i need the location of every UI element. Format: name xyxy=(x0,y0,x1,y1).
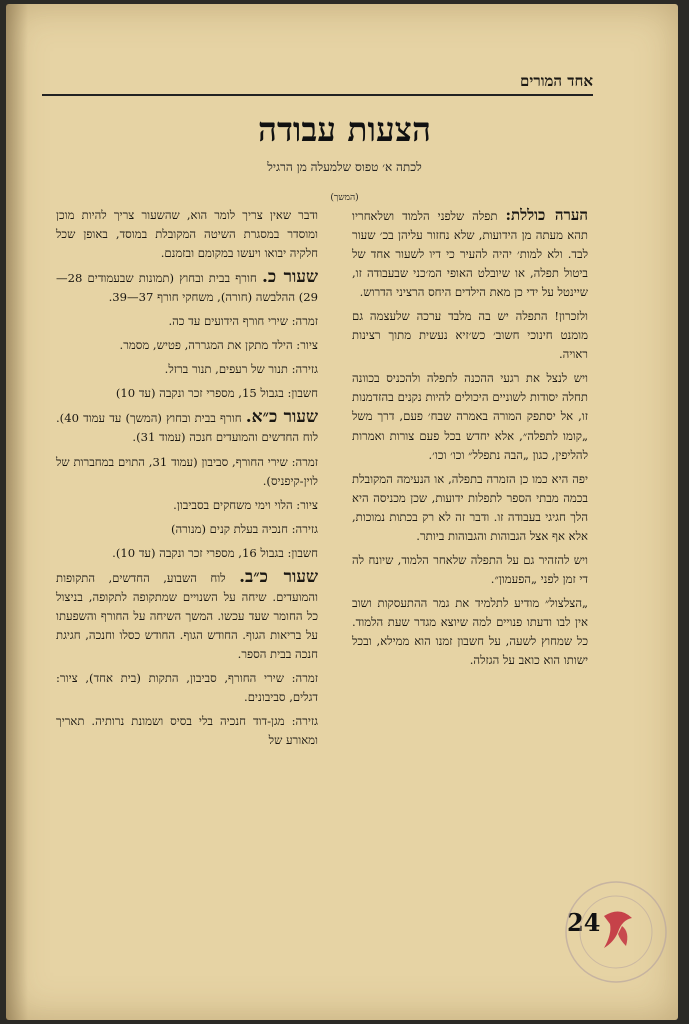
page-number: 24 xyxy=(567,908,601,937)
lesson-item: גזירה: תנור של רעפים, תנור ברזל. xyxy=(164,362,318,377)
continued-note: (המשך) xyxy=(330,193,359,203)
header-label: אחד המורים xyxy=(520,72,593,90)
lesson-heading: שעור כ״א. xyxy=(245,407,318,428)
lesson-item: חשבון: בגבול 16, מספרי זכר ונקבה (עד 10). xyxy=(112,545,318,560)
lesson-item: גזירה: חנכיה בעלת קנים (מנורה) xyxy=(170,521,318,536)
academy-stamp-icon xyxy=(560,876,672,988)
lesson-text: חורף בבית ובחוץ (המשך) עד עמוד 40). לוח החדשים והמועדים חנכה (עמוד 31). xyxy=(56,411,318,445)
paragraph: ודבר שאין צריך לומר הוא, שהשעור צריך להיות מוכן ומוסדר במסגרת השיטה המקובלת במוסד, באופן שכל חלקיה יבואו ויעשו במקומם ובזמנם. xyxy=(56,208,318,261)
paragraph: יפה היא כמו כן הזמרה בתפלה, או הנעימה המקובלת בכמה מבתי הספר לתפלות ידועות, שכן מכניסה היא הלך חגיגי בעבודה זו. ודבר זה לא רק בכתות נמוכות, אלא אף אצל הגבוהות והגבוהות ביותר. xyxy=(352,471,588,543)
lesson-heading: שעור כ. xyxy=(262,267,319,288)
paragraph: ולזכרון! התפלה יש בה מלבד ערכה שלעצמה גם מומנט חינוכי חשוב׳ כש׳זיא נעשית מתוך רצינות ראויה. xyxy=(352,309,588,362)
lesson-21 xyxy=(56,408,318,447)
paragraph: ויש לנצל את רגעי ההכנה לתפלה ולהכניס בכוונה תחלה יסודות לשוניים היכולים להיות נקנים בהזדמנות זו, אל יסתפק המורה באמרה שבח׳ פעם, דרך משל „קומו לתפלה״, אלא יחדש בכל פעם צורות ואמרות להליפין, כגון „הבה נתפלל״ וכו׳ וכו׳. xyxy=(352,371,588,462)
paragraph-text: תפלה שלפני הלמוד ושלאחריו תהא מעתה מן הידועות, שלא נחזור עליהן בכ׳ שעור לבד. ולא למות׳ יהיה להעיר כי דיו לשעור אחד של ביטול תפלה, או שיובלט האופי המ׳כני שבעבודה זו, שיינטל על ידי כן מאת הילדים היחס הרציני הדרוש. xyxy=(352,209,588,300)
lesson-item: ציור: הילד מתקן את המגררה, פטיש, מסמר. xyxy=(119,338,318,353)
lesson-item: גזירה: מגן-דוד חנכיה בלי בסיס ושמונת נרותיה. תאריך ומאורע של xyxy=(56,714,318,748)
left-column xyxy=(56,206,318,755)
paragraph: „הצלצול״ מודיע לתלמיד את גמר ההתעסקות ושוב אין לבו ודעתו פנויים למה שיוצא מגדר שעת הלמוד. כל שמחוץ לשעה, על חשבון זמנו הוא ממילא, ובכל ישותו הוא כואב על הגזלה. xyxy=(352,595,588,668)
lesson-item: ציור: הלוי וימי משחקים בסביבון. xyxy=(173,497,318,512)
lesson-item: זמרה: שירי החורף, סביבון (עמוד 31, התוים במחברות של לוין-קיפניס). xyxy=(56,454,318,488)
page-subtitle: לכתה א׳ טפוס שלמעלה מן הרגיל xyxy=(267,160,422,174)
lesson-heading: שעור כ״ב. xyxy=(239,566,319,587)
lesson-22 xyxy=(56,568,318,664)
lesson-text: לוח השבוע, החדשים, התקופות והמועדים. שיחה על השנויים שמתקופה לתקופה, בניצול כל החומר שעד עכשו. המשך השיחה על החורף והשפעתו על בריאות הגוף. החודש הגוף. החודש כסלו וחנכה, חגיגת חנכה בבית הספר. xyxy=(56,570,318,661)
header-divider xyxy=(42,94,593,96)
right-column xyxy=(352,206,588,675)
page-title: הצעות עבודה xyxy=(258,110,431,149)
lesson-item: חשבון: בגבול 15, מספרי זכר ונקבה (עד 10) xyxy=(115,386,318,401)
general-remark-lead: הערה כוללת: xyxy=(505,206,588,224)
lesson-20 xyxy=(56,268,318,307)
paragraph: ויש להזהיר גם על התפלה שלאחר הלמוד, שיונח לה די זמן לפני „הפעמון״. xyxy=(352,552,588,586)
lesson-item: זמרה: שירי החורף, סביבון, התקות (בית אחד), ציור: דגלים, סביבונים. xyxy=(56,670,318,705)
lesson-text: חורף בבית ובחוץ (תמונות שבעמודים 28—29) ההלבשה (חורה), משחקי חורף 37—39. xyxy=(56,271,318,305)
paragraph xyxy=(352,206,588,302)
lesson-item: זמרה: שירי חורף הידועים עד כה. xyxy=(168,314,318,329)
